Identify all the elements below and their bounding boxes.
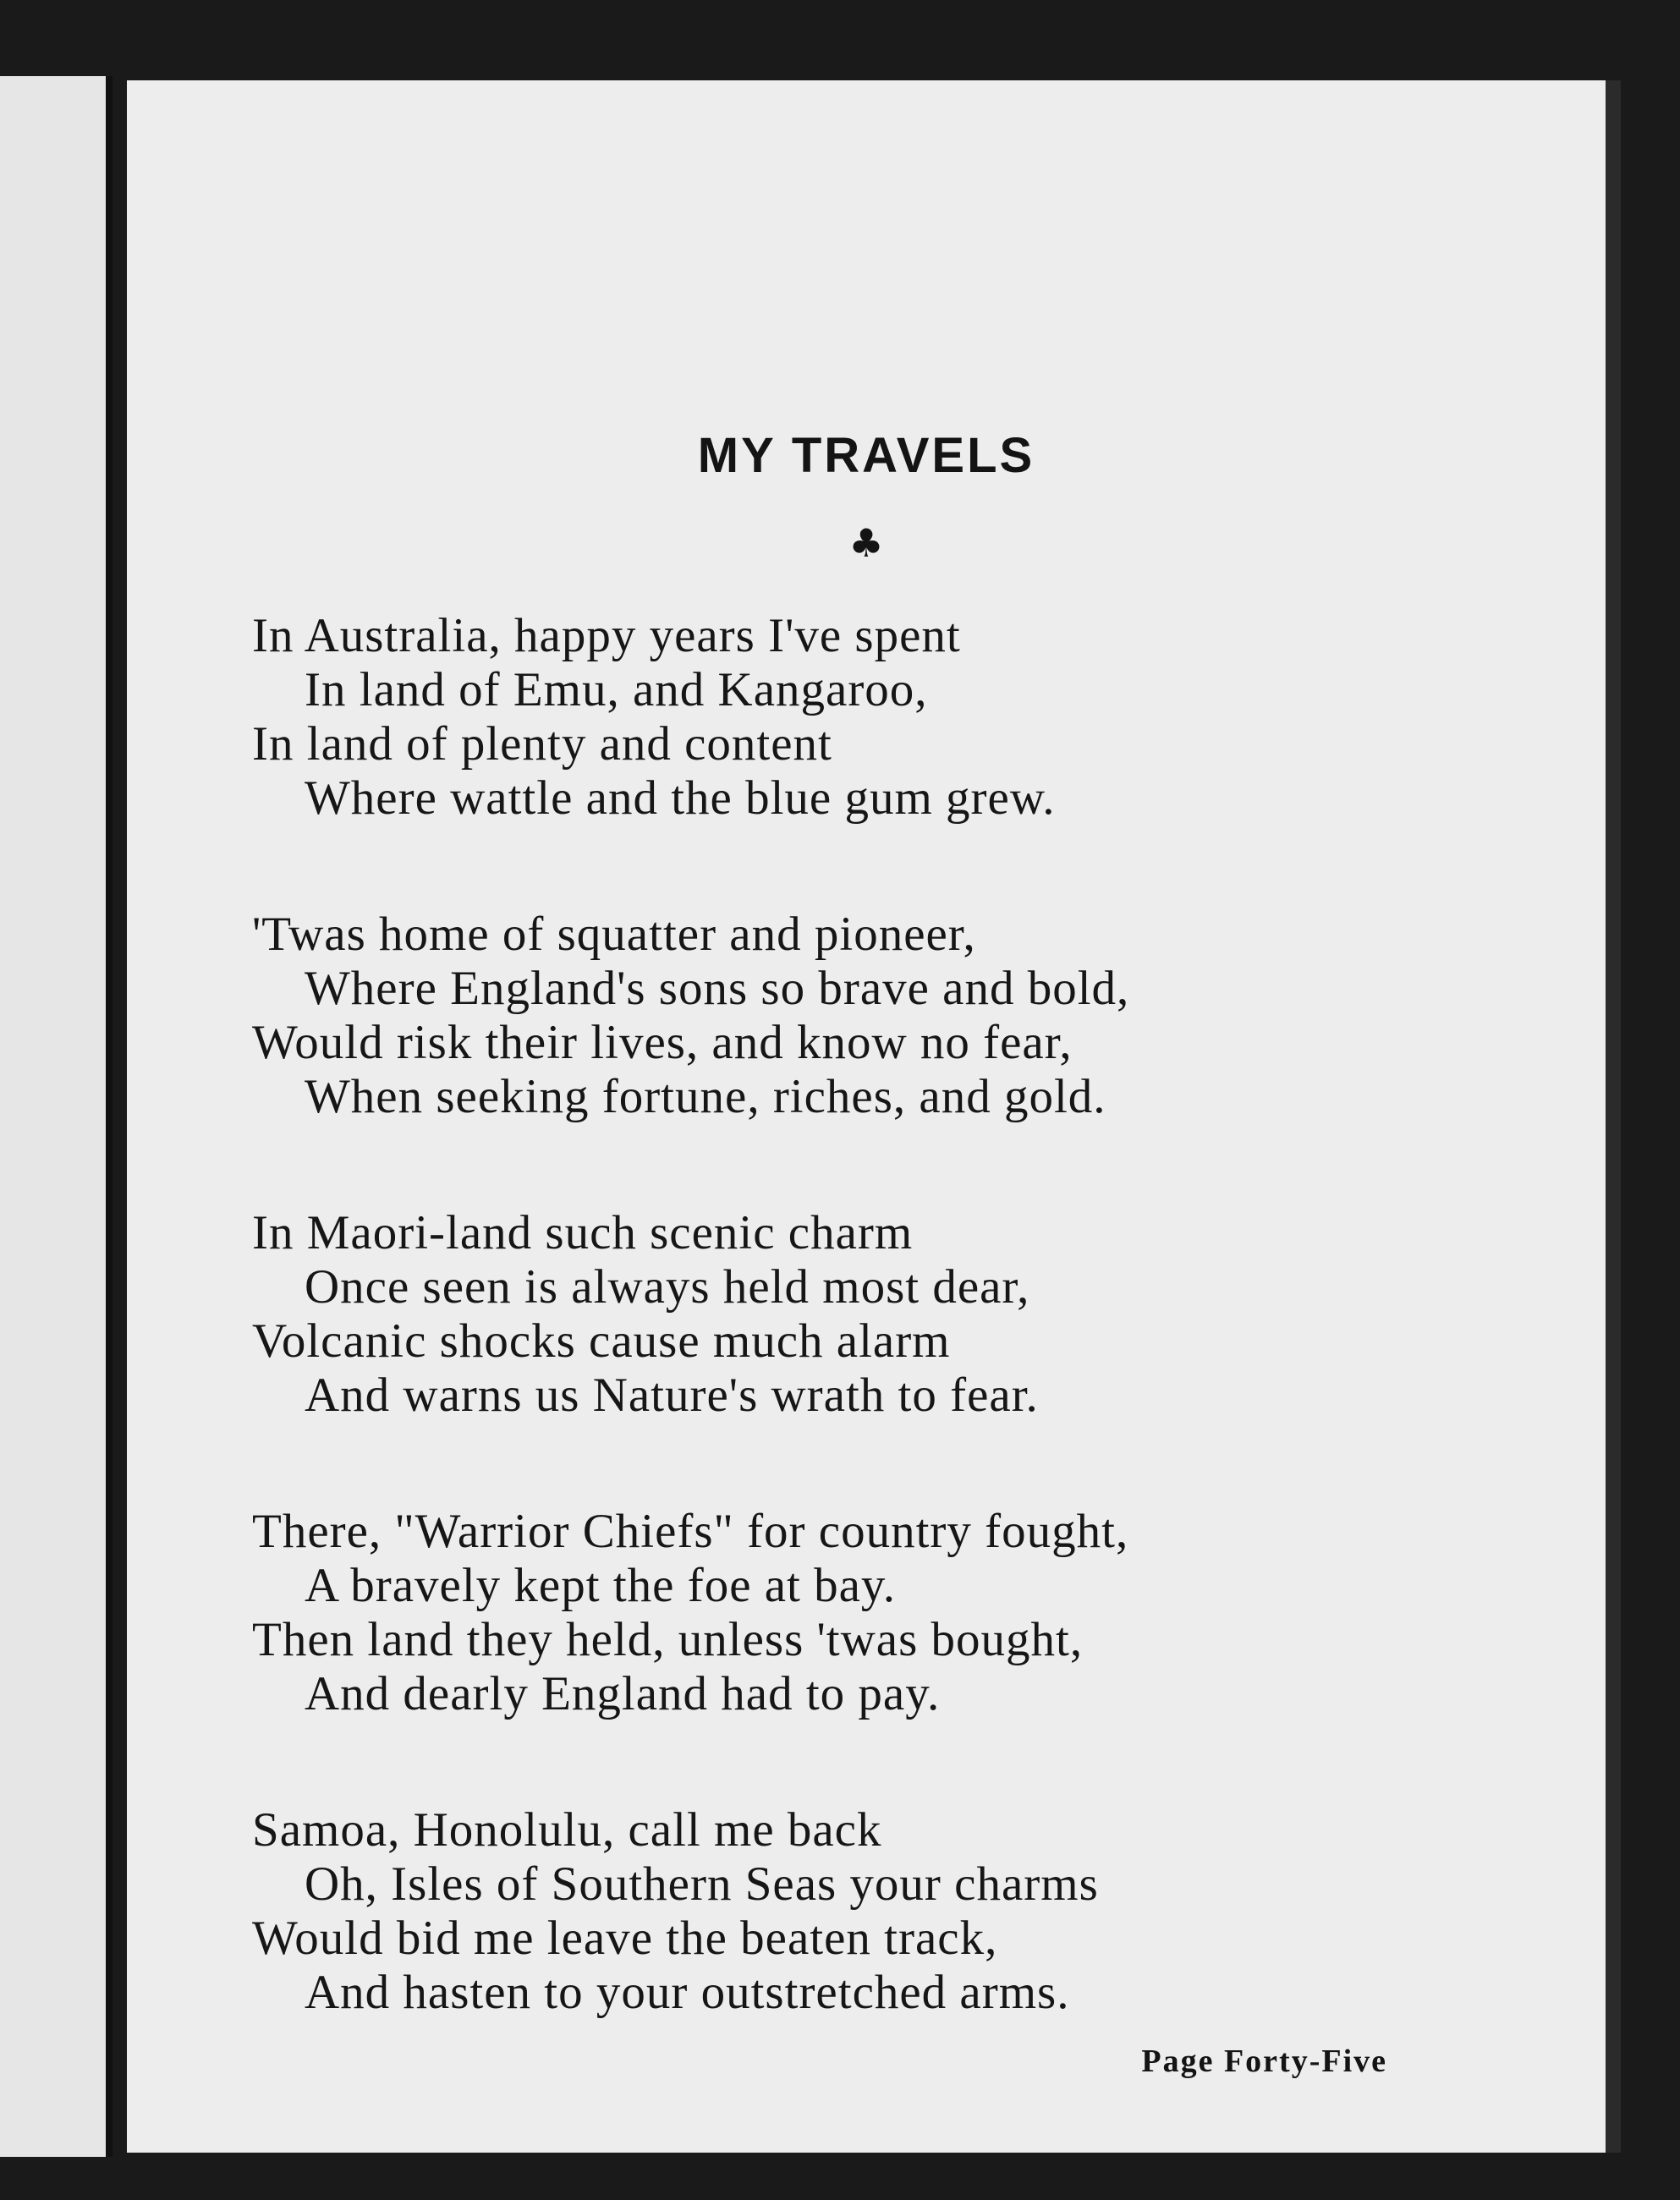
poem-body	[252, 609, 1572, 2102]
stanza-5	[252, 1803, 1572, 2020]
poem-line: In Australia, happy years I've spent	[252, 609, 961, 662]
poem-line: Would risk their lives, and know no fear,	[252, 1016, 1073, 1069]
poem-line: 'Twas home of squatter and pioneer,	[252, 908, 976, 961]
stanza-2	[252, 908, 1572, 1124]
page-edge-shadow	[1606, 80, 1621, 2153]
poem-line: And dearly England had to pay.	[305, 1667, 941, 1720]
poem-line: Then land they held, unless 'twas bought,	[252, 1613, 1084, 1666]
adjacent-page-strip	[0, 76, 106, 2157]
poem-line: Once seen is always held most dear,	[305, 1260, 1030, 1314]
poem-line: A bravely kept the foe at bay.	[305, 1559, 896, 1612]
poem-line: When seeking fortune, riches, and gold.	[305, 1070, 1106, 1123]
poem-line: In Maori-land such scenic charm	[252, 1206, 914, 1259]
binding-gutter	[106, 76, 113, 2157]
poem-line: Volcanic shocks cause much alarm	[252, 1314, 951, 1368]
poem-line: Samoa, Honolulu, call me back	[252, 1803, 882, 1857]
poem-line: Where wattle and the blue gum grew.	[305, 771, 1056, 825]
book-page	[127, 80, 1606, 2153]
page-number: Page Forty-Five	[1141, 2044, 1387, 2079]
poem-title: MY TRAVELS	[697, 428, 1035, 483]
poem-line: Where England's sons so brave and bold,	[305, 962, 1130, 1015]
poem-line: There, "Warrior Chiefs" for country fought,	[252, 1505, 1129, 1558]
club-ornament-icon: ♣	[848, 520, 884, 566]
poem-line: Would bid me leave the beaten track,	[252, 1912, 998, 1965]
poem-line: In land of Emu, and Kangaroo,	[305, 663, 928, 716]
stanza-4	[252, 1505, 1572, 1721]
poem-line: And warns us Nature's wrath to fear.	[305, 1369, 1039, 1422]
stanza-3	[252, 1206, 1572, 1423]
poem-line: Oh, Isles of Southern Seas your charms	[305, 1857, 1099, 1911]
poem-line: In land of plenty and content	[252, 717, 832, 771]
stanza-1	[252, 609, 1572, 826]
poem-line: And hasten to your outstretched arms.	[305, 1966, 1070, 2019]
